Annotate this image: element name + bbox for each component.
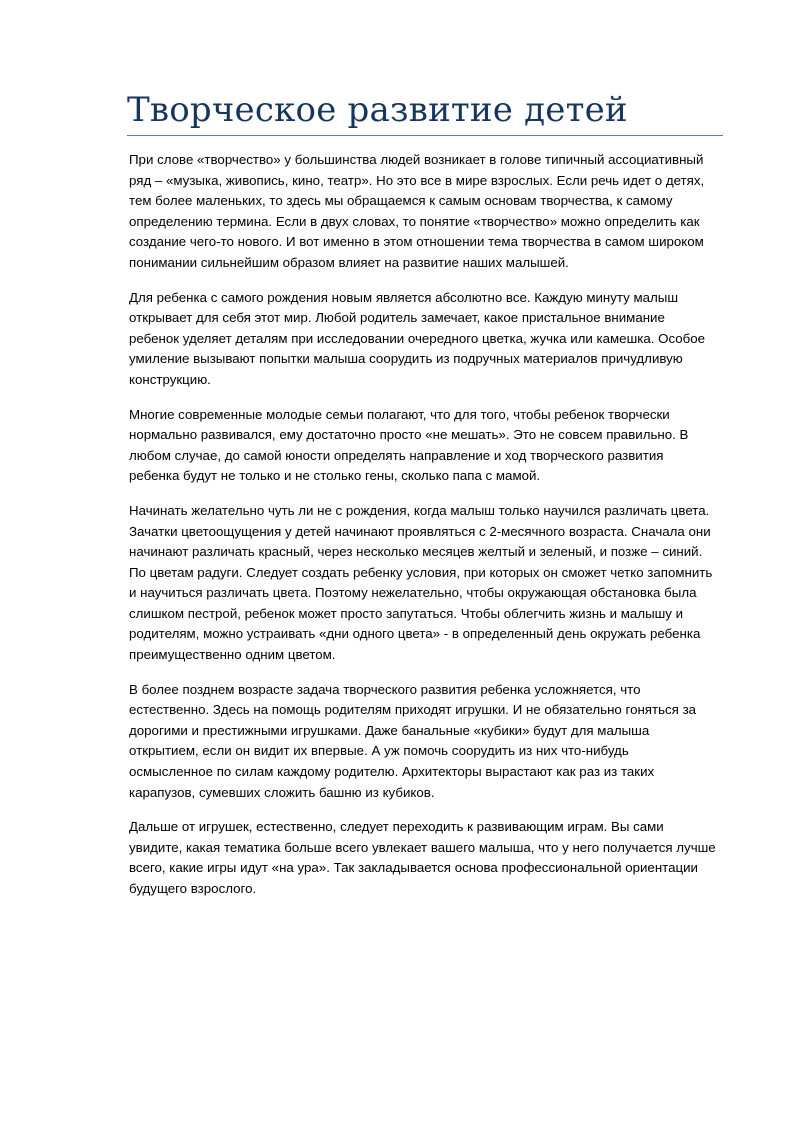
title-underline-divider <box>127 135 723 136</box>
document-title: Творческое развитие детей <box>127 90 628 130</box>
paragraph: Многие современные молодые семьи полагают, что для того, чтобы ребенок творчески нормально развивался, ему достаточно просто «не мешать». Это не совсем правильно. В любом случае, до самой юности определять направление и ход творческого развития ребенка будут не только и не столько гены, сколько папа с мамой. <box>129 406 689 484</box>
paragraph: Начинать желательно чуть ли не с рождения, когда малыш только научился различать цвета. Зачатки цветоощущения у детей начинают проявляться с 2-месячного возраста. Сначала они начинают различать красный, через несколько месяцев желтый и зеленый, и позже – синий. По цветам радуги. Следует создать ребенку условия, при которых он сможет четко запомнить и научиться различать цвета. Поэтому нежелательно, чтобы окружающая обстановка была слишком пестрой, ребенок может просто запутаться. Чтобы облегчить жизнь и малышу и родителям, можно устраивать «дни одного цвета» - в определенный день окружать ребенка преимущественно одним цветом. <box>129 502 713 663</box>
paragraph: Дальше от игрушек, естественно, следует переходить к развивающим играм. Вы сами увидите, какая тематика больше всего увлекает вашего малыша, что у него получается лучше всего, какие игры идут «на ура». Так закладывается основа профессиональной ориентации будущего взрослого. <box>129 819 716 896</box>
paragraph: При слове «творчество» у большинства людей возникает в голове типичный ассоциативный ряд – «музыка, живопись, кино, театр». Но это все в мире взрослых. Если речь идет о детях, тем более маленьких, то здесь мы обращаемся к самым основам творчества, к самому определению термина. Если в двух словах, то понятие «творчество» можно определить как создание чего-то нового. И вот именно в этом отношении тема творчества в самом широком понимании сильнейшим образом влияет на развитие наших малышей. <box>129 152 705 270</box>
document-body <box>129 150 719 914</box>
paragraph: Для ребенка с самого рождения новым является абсолютно все. Каждую минуту малыш открывает для себя этот мир. Любой родитель замечает, какое пристальное внимание ребенок уделяет деталям при исследовании очередного цветка, жучка или камешка. Особое умиление вызывают попытки малыша соорудить из подручных материалов причудливую конструкцию. <box>129 289 706 387</box>
paragraph: В более позднем возрасте задача творческого развития ребенка усложняется, что естественно. Здесь на помощь родителям приходят игрушки. И не обязательно гоняться за дорогими и престижными игрушками. Даже банальные «кубики» будут для малыша открытием, если он видит их впервые. А уж помочь соорудить из них что-нибудь осмысленное по силам каждому родителю. Архитекторы вырастают как раз из таких карапузов, сумевших сложить башню из кубиков. <box>129 681 697 800</box>
